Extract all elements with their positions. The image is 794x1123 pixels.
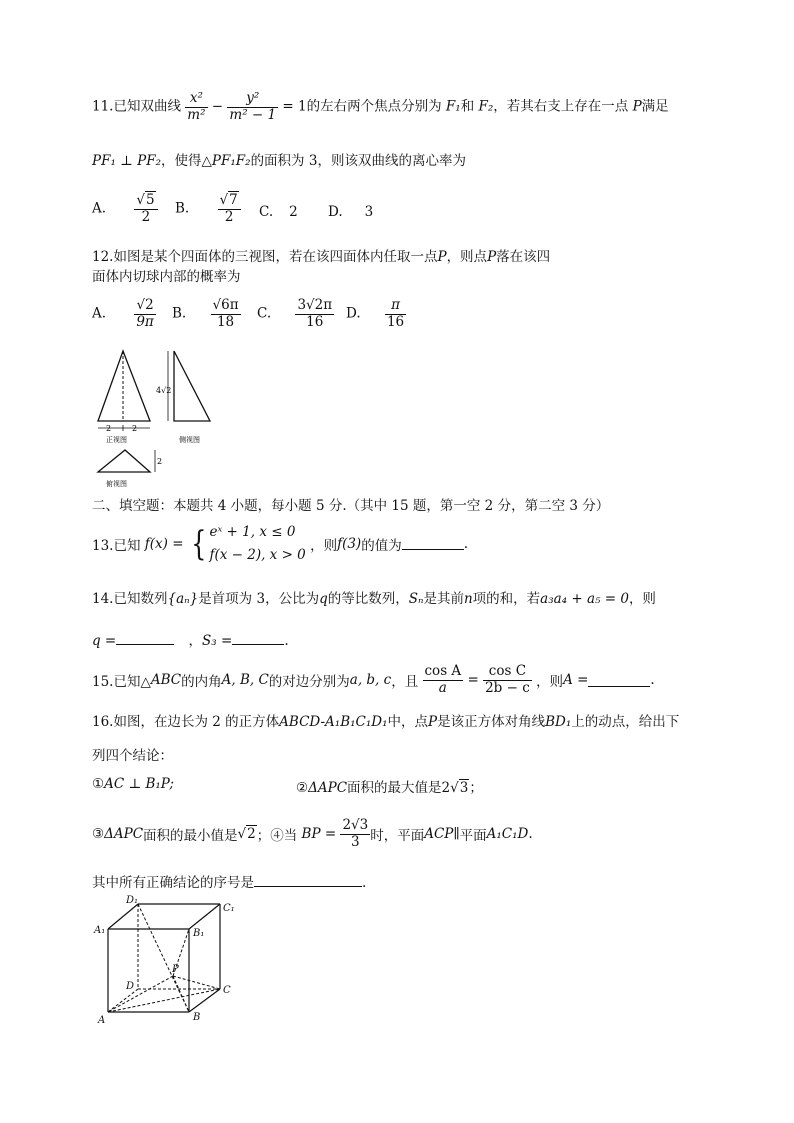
- q16-answer-blank: [254, 874, 362, 887]
- q11-option-b: B. $\frac{√7}{2}$: [175, 193, 241, 225]
- q13-cases: eˣ + 1, x ≤ 0 f(x − 2), x > 0: [209, 524, 306, 563]
- top-view-label: 俯视图: [106, 480, 127, 488]
- q16-line1: 16.如图，在边长为 2 的正方体ABCD-A₁B₁C₁D₁中，点P是该正方体对角线BD₁上的动点，给出下: [92, 714, 680, 730]
- side-height-label: 4√2: [156, 386, 172, 395]
- q11-line1: 11.已知双曲线 $\frac{\text{x²}}{\text{m²}}$ − $\frac{\text{y²}}{\text{m² − 1}}$ = 1的左右两个焦点分别为 F₁和 F₂，若其右支上存在一点 P满足: [92, 90, 669, 123]
- q11-option-c: C. 2: [259, 204, 298, 220]
- label-P: P: [172, 964, 179, 975]
- label-C: C: [223, 985, 231, 996]
- front-view-label: 正视图: [106, 436, 127, 444]
- q12-line2: 面体内切球内部的概率为: [92, 269, 241, 285]
- q13-line: 13.已知 f(x) = { eˣ + 1, x ≤ 0 f(x − 2), x > 0 ，则f(3)的值为 .: [92, 521, 468, 567]
- side-view-label: 侧视图: [179, 436, 200, 444]
- q11-option-d: D. 3: [328, 204, 374, 220]
- q16-conclusion-2: ②ΔAPC面积的最大值是2√3；: [296, 780, 483, 796]
- q15-line: 15.已知△ABC的内角A, B, C的对边分别为a, b, c，且 $\frac{\text{cos A}}{a}$ = $\frac{\text{cos C}}{2b - c}$ ，则A = .: [92, 663, 655, 696]
- label-A: A: [98, 1015, 106, 1026]
- label-C1: C₁: [223, 903, 235, 914]
- three-view-figure: [92, 346, 222, 492]
- front-view: [98, 351, 150, 444]
- section-heading: 二、填空题：本题共 4 小题，每小题 5 分.（其中 15 题，第一空 2 分，第二空 3 分）: [92, 498, 610, 514]
- label-D1: D₁: [126, 895, 139, 906]
- q13-answer-blank: [402, 537, 464, 550]
- q12-option-c: C. $\frac{3√2\pi}{16}$: [257, 297, 333, 330]
- q12-option-b: B. $\frac{√6\pi}{18}$: [172, 297, 239, 330]
- q14-blank-s3: [232, 632, 284, 645]
- side-view: [156, 351, 210, 444]
- q14-line2: q = ，S₃ = .: [92, 633, 289, 649]
- label-A1: A₁: [94, 925, 106, 936]
- q11-option-a: A. $\frac{√5}{2}$: [92, 193, 158, 225]
- q11-frac2: $\frac{\text{y²}}{\text{m² − 1}}$: [229, 90, 277, 123]
- q14-line1: 14.已知数列{aₙ}是首项为 3，公比为q的等比数列，Sₙ是其前n项的和，若a₃a₄ + a₅ = 0，则: [92, 591, 656, 607]
- q11-line2: PF₁ ⊥ PF₂，使得△PF₁F₂的面积为 3，则该双曲线的离心率为: [92, 153, 466, 169]
- label-D: D: [126, 981, 135, 992]
- q11-frac1: $\frac{\text{x²}}{\text{m²}}$: [187, 90, 206, 123]
- front-dim-left: 2: [106, 424, 112, 433]
- q14-blank-q: [116, 632, 174, 645]
- q16-conclusion-1: ①AC ⊥ B₁P;: [92, 776, 174, 792]
- q16-conclusion-3-4: ③ΔAPC面积的最小值是√2；④当 BP = $\frac{2√3}{3}$ 时，平面ACP∥平面A₁C₁D.: [92, 817, 533, 850]
- q12-option-a: A. $\frac{√2}{9\pi}$: [92, 297, 154, 330]
- q16-line2: 列四个结论：: [92, 748, 173, 764]
- q12-option-d: D. $\frac{\pi}{16}$: [346, 297, 405, 330]
- cube-figure: [92, 892, 252, 1026]
- top-dim-label: 2: [157, 457, 163, 466]
- q15-answer-blank: [588, 674, 650, 687]
- label-B1: B₁: [193, 928, 205, 939]
- top-view: [98, 450, 162, 488]
- label-B: B: [193, 1012, 201, 1023]
- front-dim-right: 2: [132, 424, 138, 433]
- q16-final: 其中所有正确结论的序号是 .: [92, 875, 367, 891]
- q12-line1: 12.如图是某个四面体的三视图，若在该四面体内任取一点P，则点P落在该四: [92, 249, 551, 265]
